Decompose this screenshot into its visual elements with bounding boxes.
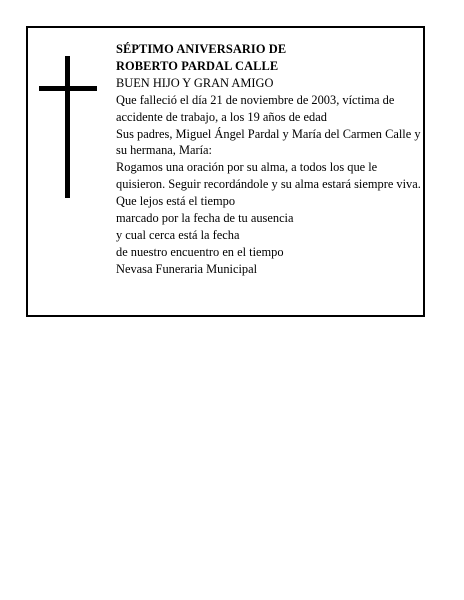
heading-line-1: SÉPTIMO ANIVERSARIO DE bbox=[116, 42, 287, 56]
funeral-home: Nevasa Funeraria Municipal bbox=[116, 261, 258, 276]
poem-line-3: y cual cerca está la fecha bbox=[116, 227, 240, 242]
subtitle: BUEN HIJO Y GRAN AMIGO bbox=[116, 75, 274, 90]
cross-horizontal-bar bbox=[39, 86, 97, 91]
heading-line-2: ROBERTO PARDAL CALLE bbox=[116, 58, 279, 73]
poem-line-1: Que lejos está el tiempo bbox=[116, 194, 236, 209]
cross-vertical-bar bbox=[65, 56, 70, 198]
death-info: Que falleció el día 21 de noviembre de 2003, víctima de accidente de trabajo, a los 19 años de edad bbox=[116, 92, 395, 124]
family-line: Sus padres, Miguel Ángel Pardal y María del Carmen Calle y su hermana, María: bbox=[116, 126, 421, 158]
poem-line-2: marcado por la fecha de tu ausencia bbox=[116, 211, 294, 226]
poem-line-4: de nuestro encuentro en el tiempo bbox=[116, 244, 284, 259]
prayer-request: Rogamos una oración por su alma, a todos los que le quisieron. Seguir recordándole y su alma estará siempre viva. bbox=[116, 160, 421, 192]
cross-icon bbox=[39, 56, 97, 198]
obituary-notice bbox=[26, 26, 425, 317]
notice-text bbox=[116, 41, 424, 278]
